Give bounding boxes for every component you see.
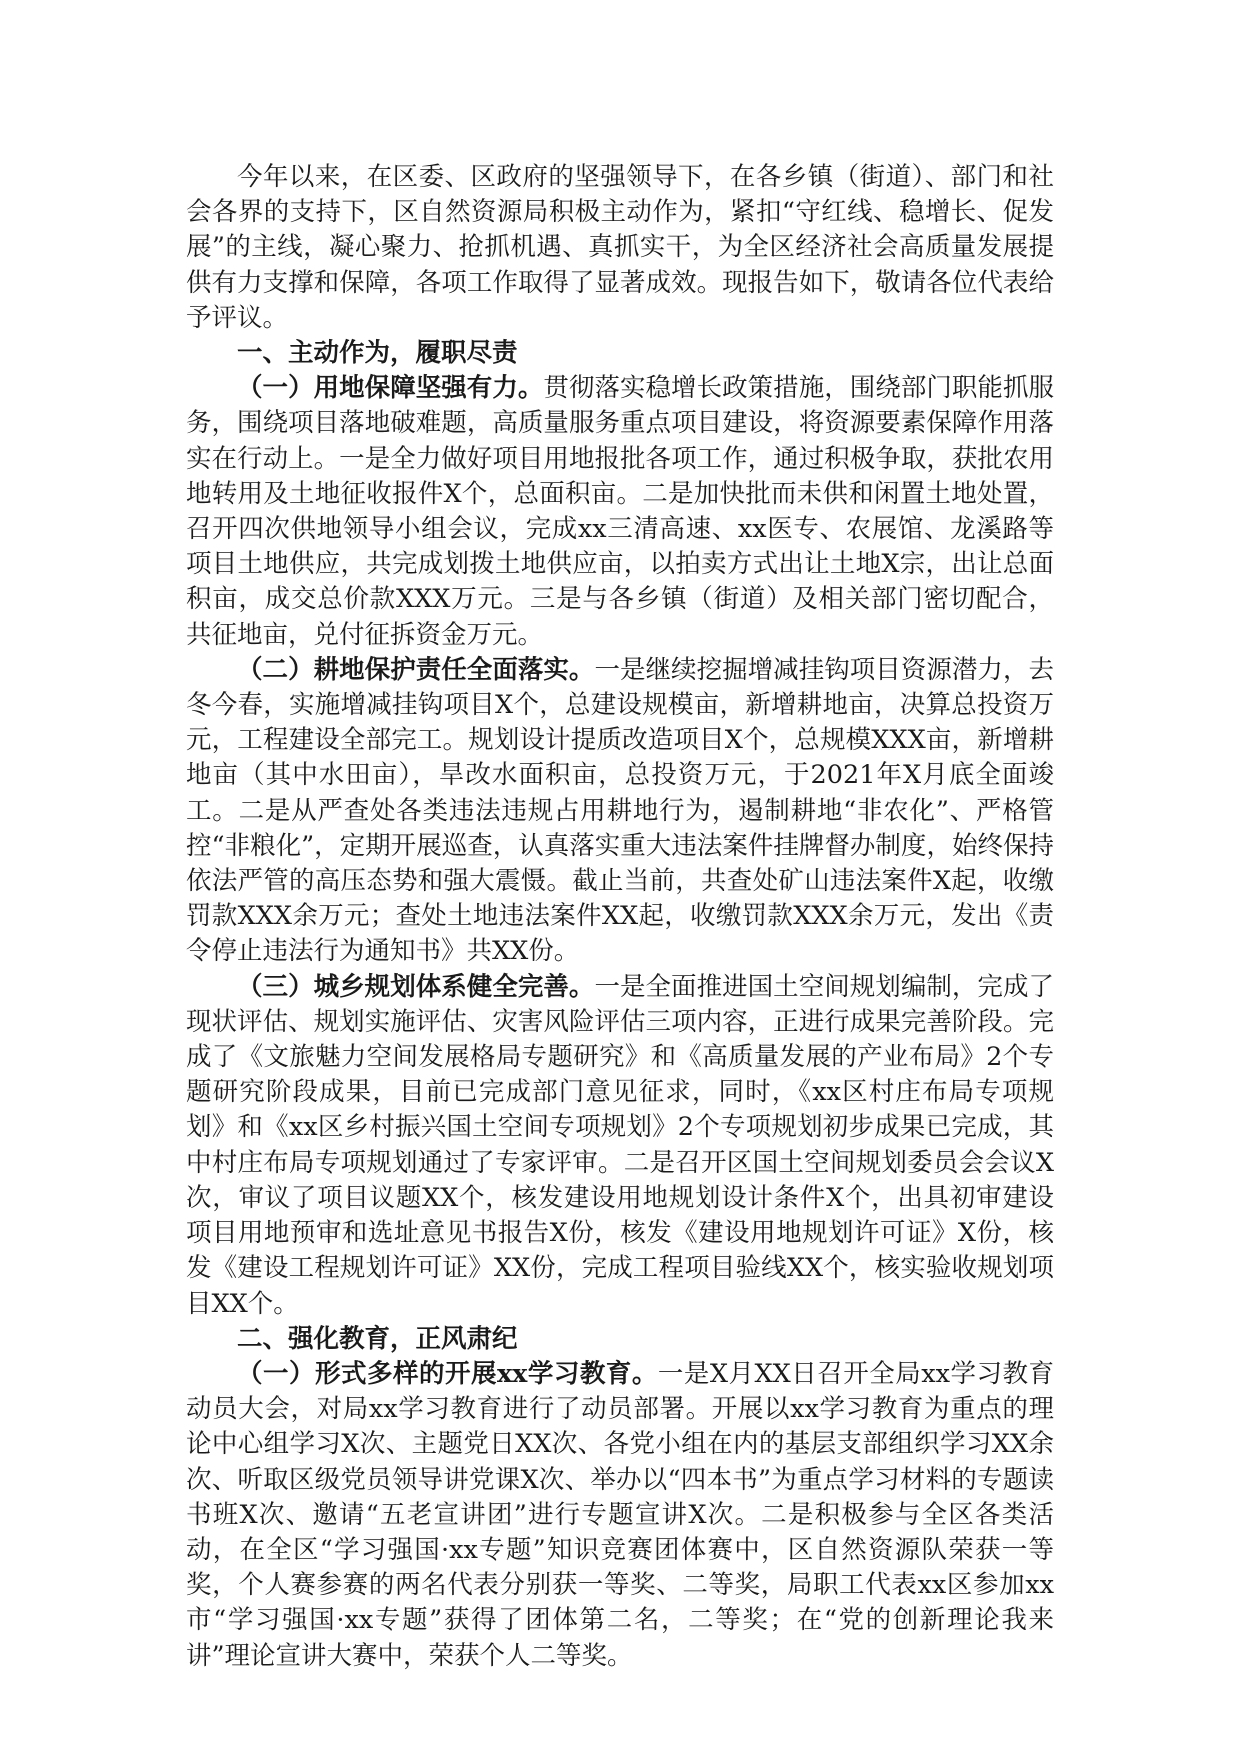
paragraph-body: 一是X月XX日召开全局xx学习教育动员大会，对局xx学习教育进行了动员部署。开展以xx学习教育为重点的理论中心组学习X次、主题党日XX次、各党小组在内的基层支部组织学习XX余次、听取区级党员领导讲党课X次、举办以“四本书”为重点学习材料的专题读书班X次、邀请“五老宣讲团”进行专题宣讲X次。二是积极参与全区各类活动，在全区“学习强国·xx专题”知识竞赛团体赛中，区自然资源队荣获一等奖，个人赛参赛的两名代表分别获一等奖、二等奖，局职工代表xx区参加xx市“学习强国·xx专题”获得了团体第二名，二等奖；在“党的创新理论我来讲”理论宣讲大赛中，荣获个人二等奖。 xyxy=(186,1358,1054,1671)
paragraph-lead: （三）城乡规划体系健全完善。 xyxy=(237,971,595,1002)
body-paragraph xyxy=(186,970,1054,1322)
paragraph-lead: （一）用地保障坚强有力。 xyxy=(237,373,544,404)
paragraph-body: 一是继续挖掘增减挂钩项目资源潜力，去冬今春，实施增减挂钩项目X个，总建设规模亩，新增耕地亩，决算总投资万元，工程建设全部完工。规划设计提质改造项目X个，总规模XXX亩，新增耕地亩（其中水田亩），旱改水面积亩，总投资万元，于2021年X月底全面竣工。二是从严查处各类违法违规占用耕地行为，遏制耕地“非农化”、严格管控“非粮化”，定期开展巡查，认真落实重大违法案件挂牌督办制度，始终保持依法严管的高压态势和强大震慑。截止当前，共查处矿山违法案件X起，收缴罚款XXX余万元；查处土地违法案件XX起，收缴罚款XXX余万元，发出《责令停止违法行为通知书》共XX份。 xyxy=(186,654,1054,967)
paragraph-lead: （一）形式多样的开展xx学习教育。 xyxy=(237,1358,658,1389)
document-page xyxy=(186,160,1054,1674)
body-paragraph xyxy=(186,1357,1054,1674)
section-heading: 二、强化教育，正风肃纪 xyxy=(237,1323,518,1354)
section-heading: 一、主动作为，履职尽责 xyxy=(237,338,518,369)
body-paragraph xyxy=(186,653,1054,970)
paragraph-lead: （二）耕地保护责任全面落实。 xyxy=(237,654,595,685)
paragraph-body: 一是全面推进国土空间规划编制，完成了现状评估、规划实施评估、灾害风险评估三项内容，正进行成果完善阶段。完成了《文旅魅力空间发展格局专题研究》和《高质量发展的产业布局》2个专题研究阶段成果，目前已完成部门意见征求，同时，《xx区村庄布局专项规划》和《xx区乡村振兴国土空间专项规划》2个专项规划初步成果已完成，其中村庄布局专项规划通过了专家评审。二是召开区国土空间规划委员会会议X次，审议了项目议题XX个，核发建设用地规划设计条件X个，出具初审建设项目用地预审和选址意见书报告X份，核发《建设用地规划许可证》X份，核发《建设工程规划许可证》XX份，完成工程项目验线XX个，核实验收规划项目XX个。 xyxy=(186,971,1054,1319)
intro-paragraph: 今年以来，在区委、区政府的坚强领导下，在各乡镇（街道）、部门和社会各界的支持下，区自然资源局积极主动作为，紧扣“守红线、稳增长、促发展”的主线，凝心聚力、抢抓机遇、真抓实干，为全区经济社会高质量发展提供有力支撑和保障，各项工作取得了显著成效。现报告如下，敬请各位代表给予评议。 xyxy=(186,162,1054,333)
body-paragraph xyxy=(186,371,1054,653)
paragraph-body: 贯彻落实稳增长政策措施，围绕部门职能抓服务，围绕项目落地破难题，高质量服务重点项目建设，将资源要素保障作用落实在行动上。一是全力做好项目用地报批各项工作，通过积极争取，获批农用地转用及土地征收报件X个，总面积亩。二是加快批而未供和闲置土地处置，召开四次供地领导小组会议，完成xx三清高速、xx医专、农展馆、龙溪路等项目土地供应，共完成划拨土地供应亩，以拍卖方式出让土地X宗，出让总面积亩，成交总价款XXX万元。三是与各乡镇（街道）及相关部门密切配合，共征地亩，兑付征拆资金万元。 xyxy=(186,373,1054,650)
